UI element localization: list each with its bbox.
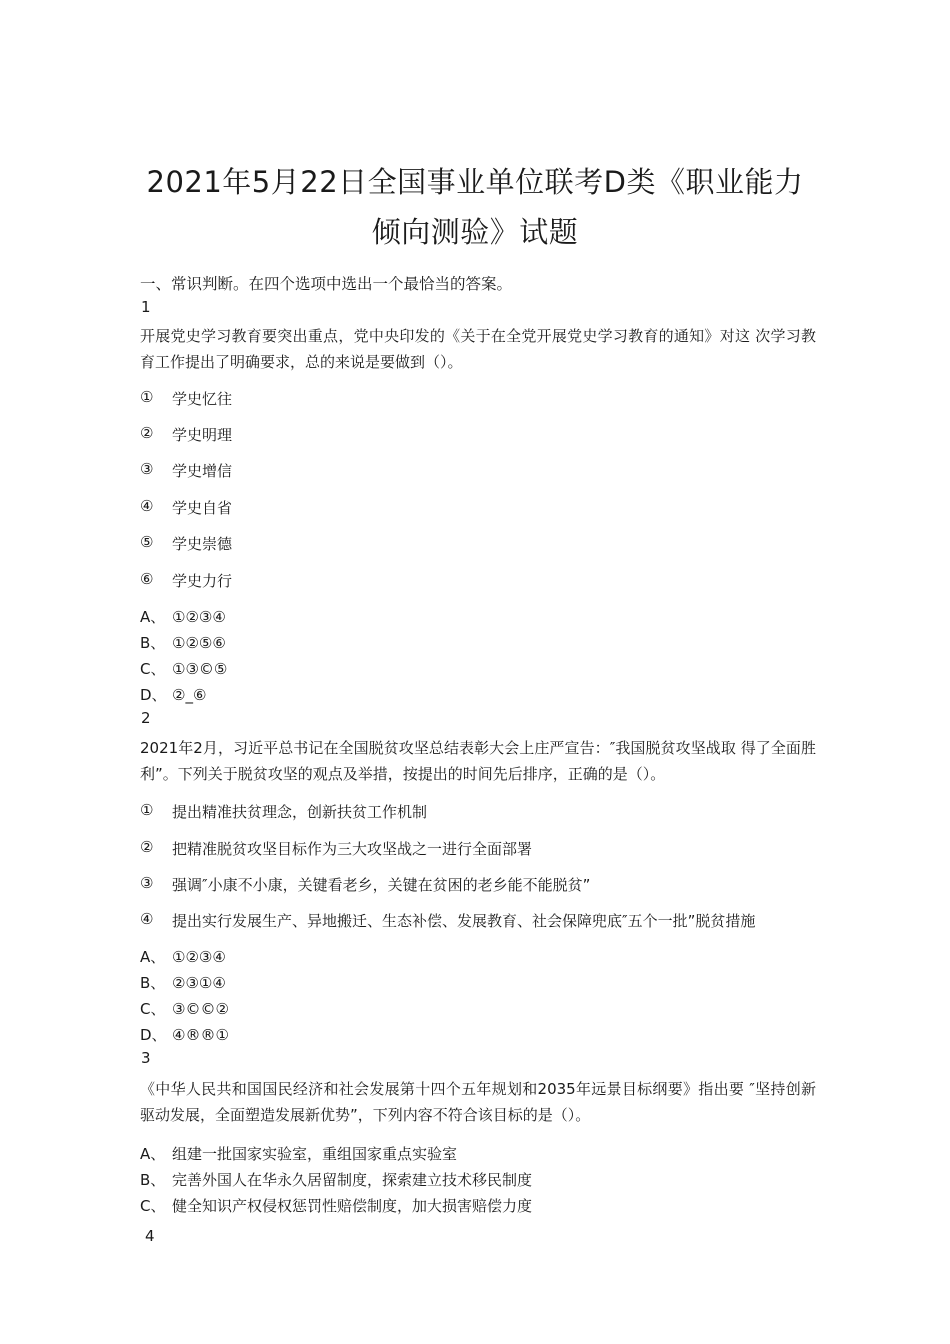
answer-choice-d bbox=[140, 684, 206, 705]
choice-label: C、 bbox=[140, 1197, 166, 1215]
question-stem: 2021年2月，习近平总书记在全国脱贫攻坚总结表彰大会上庄严宣告：″我国脱贫攻坚战取 得了全面胜利”。下列关于脱贫攻坚的观点及举措，按提出的时间先后排序，正确的是（）。 bbox=[140, 739, 816, 783]
question-number: 4 bbox=[145, 1227, 155, 1245]
choice-label: A、 bbox=[140, 948, 166, 966]
answer-choice-d bbox=[140, 1024, 229, 1045]
choice-text: 组建一批国家实验室，重组国家重点实验室 bbox=[172, 1145, 458, 1163]
statement-text: 提出精准扶贫理念，创新扶贫工作机制 bbox=[172, 803, 428, 821]
statement-marker: ④ bbox=[140, 497, 154, 515]
statement-text: 学史力行 bbox=[172, 572, 233, 590]
choice-label: A、 bbox=[140, 608, 166, 626]
choice-text: ①②③④ bbox=[172, 948, 226, 966]
answer-choice-a bbox=[140, 946, 226, 967]
choice-label: B、 bbox=[140, 634, 166, 652]
section-heading: 一、常识判断。在四个选项中选出一个最恰当的答案。 bbox=[140, 275, 513, 293]
statement-text: 学史自省 bbox=[172, 499, 233, 517]
statement-text: 把精准脱贫攻坚目标作为三大攻坚战之一进行全面部署 bbox=[172, 840, 533, 858]
question-stem: 《中华人民共和国国民经济和社会发展第十四个五年规划和2035年远景目标纲要》指出要 ″坚持创新驱动发展，全面塑造发展新优势”，下列内容不符合该目标的是（）。 bbox=[140, 1080, 816, 1124]
choice-label: C、 bbox=[140, 660, 166, 678]
statement-text: 学史崇德 bbox=[172, 535, 233, 553]
answer-choice-a bbox=[140, 1143, 457, 1164]
statement-marker: ① bbox=[140, 801, 154, 819]
statement-marker: ⑤ bbox=[140, 533, 154, 551]
choice-label: D、 bbox=[140, 1026, 167, 1044]
choice-text: ②③①④ bbox=[172, 974, 226, 992]
choice-text: ①②③④ bbox=[172, 608, 226, 626]
answer-choice-b bbox=[140, 972, 226, 993]
choice-label: A、 bbox=[140, 1145, 166, 1163]
statement-text: 强调″小康不小康，关键看老乡，关键在贫困的老乡能不能脱贫” bbox=[172, 876, 591, 894]
choice-label: B、 bbox=[140, 1171, 166, 1189]
statement-marker: ② bbox=[140, 424, 154, 442]
question-number: 2 bbox=[141, 709, 151, 727]
statement-marker: ⑥ bbox=[140, 570, 154, 588]
statement-marker: ③ bbox=[140, 460, 154, 478]
question-stem: 开展党史学习教育要突出重点，党中央印发的《关于在全党开展党史学习教育的通知》对这 次学习教育工作提出了明确要求，总的来说是要做到（）。 bbox=[140, 327, 816, 371]
statement-marker: ② bbox=[140, 838, 154, 856]
choice-label: D、 bbox=[140, 686, 167, 704]
statement-text: 学史明理 bbox=[172, 426, 233, 444]
answer-choice-c bbox=[140, 658, 227, 679]
statement-text: 学史增信 bbox=[172, 462, 233, 480]
document-title-line-2: 倾向测验》试题 bbox=[371, 215, 579, 249]
choice-label: C、 bbox=[140, 1000, 166, 1018]
choice-text: 完善外国人在华永久居留制度，探索建立技术移民制度 bbox=[172, 1171, 533, 1189]
question-number: 3 bbox=[141, 1049, 151, 1067]
choice-text: ②_⑥ bbox=[172, 686, 207, 704]
statement-marker: ④ bbox=[140, 910, 154, 928]
statement-text: 提出实行发展生产、异地搬迁、生态补偿、发展教育、社会保障兜底″五个一批”脱贫措施 bbox=[172, 912, 756, 930]
statement-text: 学史忆往 bbox=[172, 390, 233, 408]
choice-text: ④®®① bbox=[172, 1026, 229, 1044]
answer-choice-c bbox=[140, 1195, 532, 1216]
question-number: 1 bbox=[141, 298, 151, 316]
choice-text: ①②⑤⑥ bbox=[172, 634, 226, 652]
statement-marker: ③ bbox=[140, 874, 154, 892]
statement-marker: ① bbox=[140, 388, 154, 406]
document-title-line-1: 2021年5月22日全国事业单位联考D类《职业能力 bbox=[146, 165, 804, 199]
answer-choice-c bbox=[140, 998, 229, 1019]
choice-label: B、 bbox=[140, 974, 166, 992]
answer-choice-b bbox=[140, 632, 226, 653]
answer-choice-a bbox=[140, 606, 226, 627]
choice-text: ①③©⑤ bbox=[172, 660, 228, 678]
choice-text: ③©©② bbox=[172, 1000, 229, 1018]
choice-text: 健全知识产权侵权惩罚性赔偿制度，加大损害赔偿力度 bbox=[172, 1197, 533, 1215]
answer-choice-b bbox=[140, 1169, 532, 1190]
